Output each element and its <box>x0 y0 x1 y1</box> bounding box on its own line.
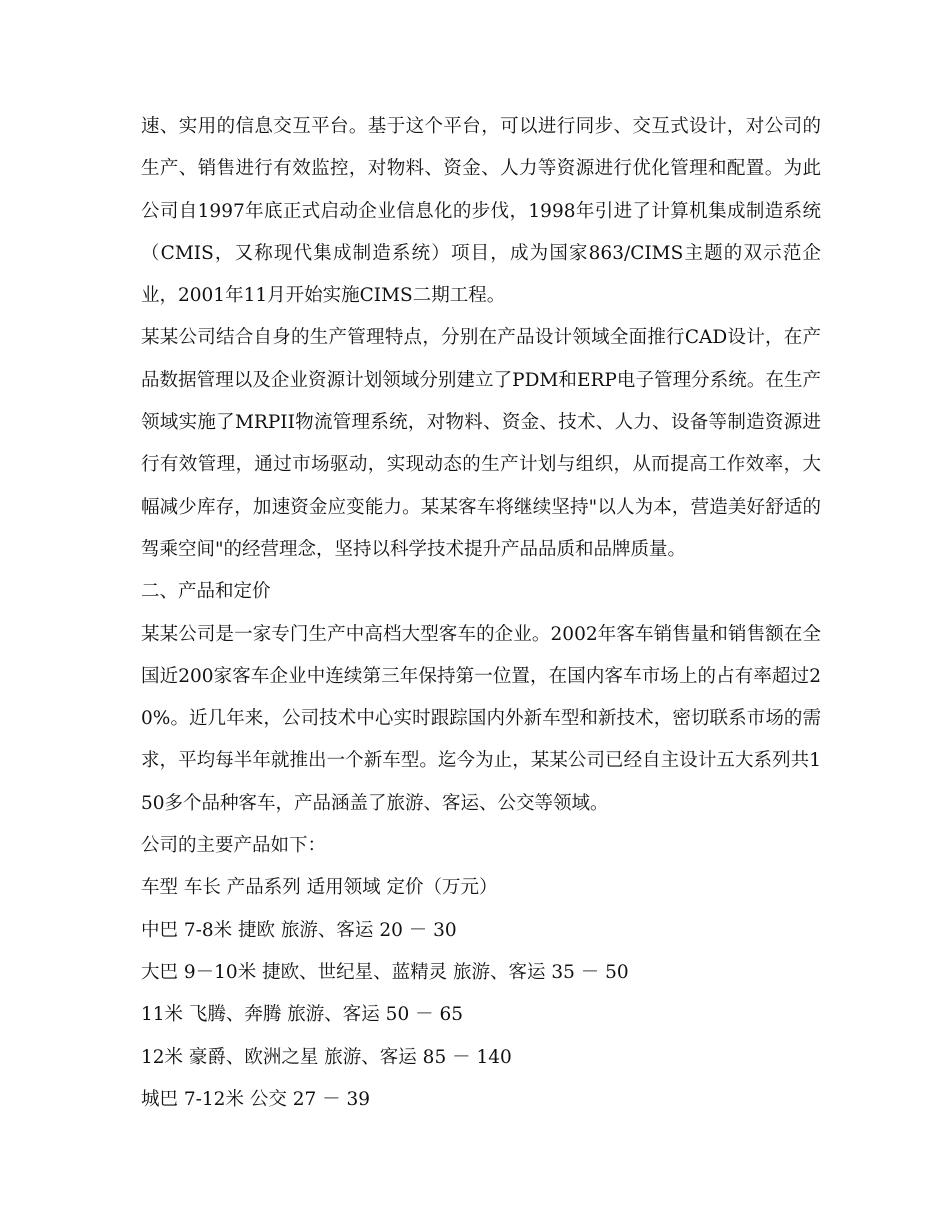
section-heading-products-pricing: 二、产品和定价 <box>141 581 271 603</box>
paragraph-management-systems: 某某公司结合自身的生产管理特点，分别在产品设计领域全面推行CAD设计，在产品数据管理以及企业资源计划领域分别建立了PDM和ERP电子管理分系统。在生产领域实施了MRPII物流管理系统，对物料、资金、技术、人力、设备等制造资源进行有效管理，通过市场驱动，实现动态的生产计划与组织，从而提高工作效率，大幅减少库存，加速资金应变能力。某某客车将继续坚持"以人为本，营造美好舒适的驾乘空间"的经营理念，坚持以科学技术提升产品品质和品牌质量。 <box>141 327 821 560</box>
product-row: 12米 豪爵、欧洲之星 旅游、客运 85 － 140 <box>141 1046 512 1068</box>
paragraph-information-platform: 速、实用的信息交互平台。基于这个平台，可以进行同步、交互式设计，对公司的生产、销售进行有效监控，对物料、资金、人力等资源进行优化管理和配置。为此公司自1997年底正式启动企业信息化的步伐，1998年引进了计算机集成制造系统（CMIS，又称现代集成制造系统）项目，成为国家863/CIMS主题的双示范企业，2001年11月开始实施CIMS二期工程。 <box>141 116 821 307</box>
product-row: 中巴 7-8米 捷欧 旅游、客运 20 － 30 <box>141 919 457 941</box>
products-intro: 公司的主要产品如下： <box>141 835 327 857</box>
product-row: 城巴 7-12米 公交 27 － 39 <box>141 1088 371 1110</box>
product-row: 11米 飞腾、奔腾 旅游、客运 50 － 65 <box>141 1004 464 1026</box>
paragraph-company-overview: 某某公司是一家专门生产中高档大型客车的企业。2002年客车销售量和销售额在全国近200家客车企业中连续第三年保持第一位置，在国内客车市场上的占有率超过20%。近几年来，公司技术中心实时跟踪国内外新车型和新技术，密切联系市场的需求，平均每半年就推出一个新车型。迄今为止，某某公司已经自主设计五大系列共150多个品种客车，产品涵盖了旅游、客运、公交等领域。 <box>141 623 821 814</box>
product-row: 大巴 9－10米 捷欧、世纪星、蓝精灵 旅游、客运 35 － 50 <box>141 961 629 983</box>
document-body <box>141 106 821 1121</box>
product-table-header: 车型 车长 产品系列 适用领域 定价（万元） <box>141 877 498 899</box>
